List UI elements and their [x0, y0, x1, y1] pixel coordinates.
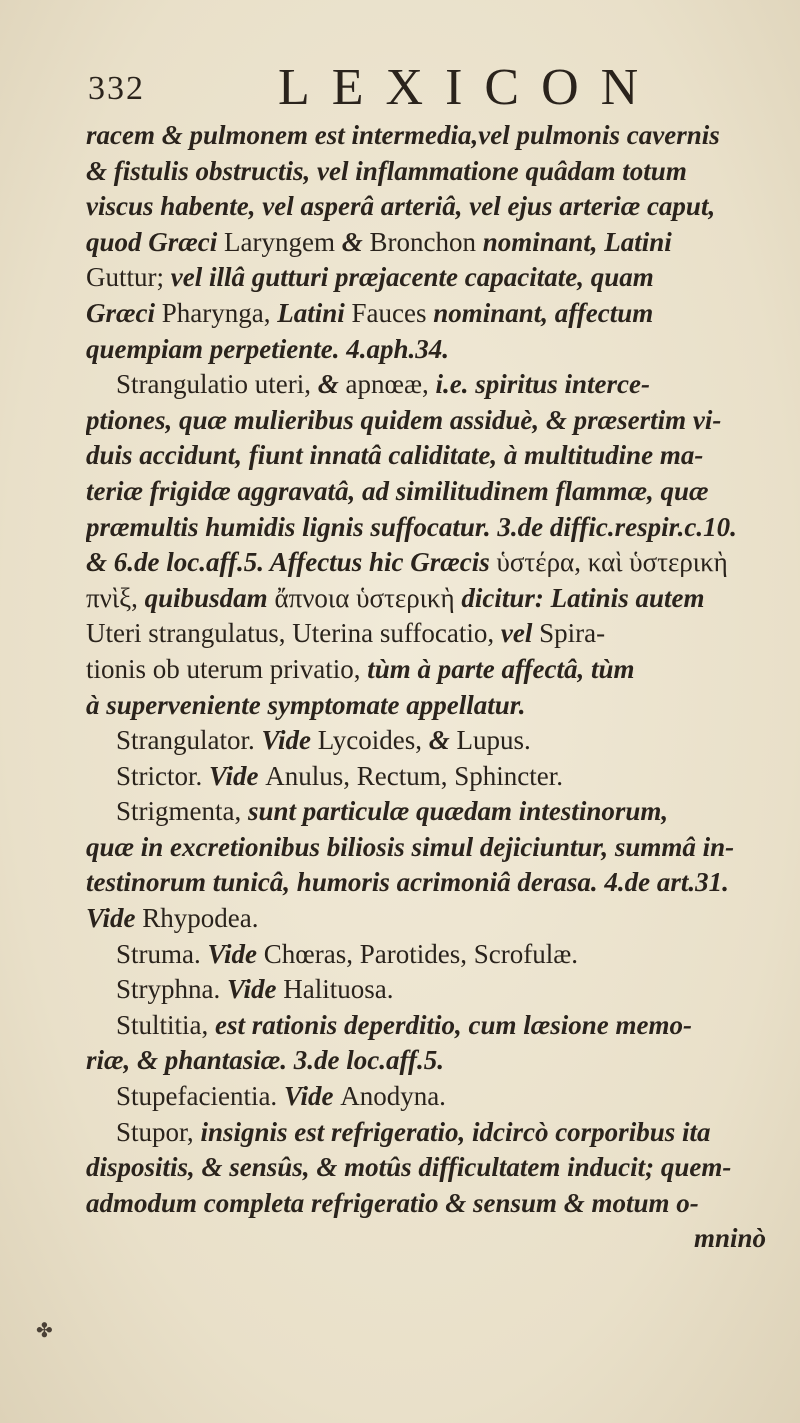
text-segment: dispositis, & sensûs, & motûs difficultatem inducit; quem-: [86, 1152, 732, 1183]
text-line: [86, 616, 766, 652]
text-segment: insignis est refrigeratio, idcircò corporibus ita: [200, 1116, 711, 1147]
text-segment: Guttur;: [86, 262, 171, 293]
text-line: [86, 1008, 766, 1044]
text-line: [86, 118, 766, 154]
text-line: [86, 972, 766, 1008]
text-segment: ἄπνοια ὑστερικὴ: [274, 582, 462, 613]
text-segment: πνὶξ,: [86, 582, 145, 613]
text-line: [86, 189, 766, 225]
text-line: [86, 794, 766, 830]
text-line: [86, 723, 766, 759]
text-line: [86, 510, 766, 546]
text-segment: teriæ frigidæ aggravatâ, ad similitudinem flammæ, quæ: [86, 475, 709, 506]
text-line: [86, 937, 766, 973]
text-segment: Laryngem: [224, 226, 342, 257]
text-segment: est rationis deperditio, cum læsione memo-: [215, 1009, 693, 1040]
text-segment: Strigmenta,: [116, 796, 248, 827]
body-text: [86, 118, 766, 1257]
text-segment: apnœæ,: [345, 369, 436, 400]
text-line: [86, 225, 766, 261]
text-segment: Stultitia,: [116, 1009, 216, 1040]
text-segment: &: [317, 369, 346, 400]
text-segment: Stupor,: [116, 1116, 201, 1147]
page-number: 332: [88, 70, 145, 107]
text-segment: nominant, affectum: [433, 297, 654, 328]
text-segment: Græci: [86, 297, 162, 328]
text-line: [86, 688, 766, 724]
text-line: [86, 1043, 766, 1079]
text-segment: Halituosa.: [283, 974, 394, 1005]
text-segment: Strangulator.: [116, 725, 262, 756]
text-line: [86, 403, 766, 439]
text-line: [86, 545, 766, 581]
text-line: [86, 296, 766, 332]
text-segment: Strictor.: [116, 760, 209, 791]
text-segment: Stryphna.: [116, 974, 227, 1005]
text-segment: sunt particulæ quædam intestinorum,: [247, 796, 669, 827]
text-segment: riæ, & phantasiæ. 3.de loc.aff.5.: [86, 1045, 445, 1076]
text-segment: &: [428, 725, 457, 756]
text-line: [86, 1115, 766, 1151]
page-header: [88, 59, 740, 118]
text-segment: Vide: [261, 725, 318, 756]
text-segment: &: [341, 226, 370, 257]
text-line: [86, 438, 766, 474]
text-segment: & 6.de loc.aff.5. Affectus hic Græcis: [86, 547, 497, 578]
text-segment: dicitur: Latinis autem: [461, 582, 705, 613]
text-line: [86, 260, 766, 296]
text-line: [86, 581, 766, 617]
text-segment: Anulus, Rectum, Sphincter.: [265, 760, 563, 791]
text-segment: à superveniente symptomate appellatur.: [86, 689, 526, 720]
text-segment: quibusdam: [144, 582, 275, 613]
text-segment: vel: [500, 618, 540, 649]
text-segment: i.e. spiritus interce-: [435, 369, 650, 400]
text-segment: Bronchon: [369, 226, 483, 257]
text-segment: duis accidunt, fiunt innatâ caliditate, à multitudine ma-: [86, 440, 704, 471]
text-segment: nominant, Latini: [482, 226, 672, 257]
text-segment: Vide: [227, 974, 284, 1005]
text-segment: Vide: [86, 903, 143, 934]
text-line: [86, 474, 766, 510]
text-segment: quæ in excretionibus biliosis simul dejiciuntur, summâ in-: [86, 831, 735, 862]
text-segment: Vide: [207, 938, 264, 969]
text-segment: ptiones, quæ mulieribus quidem assiduè, & præsertim vi-: [86, 404, 722, 435]
text-segment: Struma.: [116, 938, 208, 969]
running-title: LEXICON: [278, 59, 661, 116]
text-line: [86, 1150, 766, 1186]
text-segment: Uteri strangulatus, Uterina suffocatio,: [86, 618, 501, 649]
text-segment: Lycoides,: [317, 725, 429, 756]
text-segment: testinorum tunicâ, humoris acrimoniâ derasa. 4.de art.31.: [86, 867, 729, 898]
text-segment: Rhypodea.: [142, 903, 259, 934]
text-segment: viscus habente, vel asperâ arteriâ, vel ejus arteriæ caput,: [86, 191, 716, 222]
text-segment: Lupus.: [456, 725, 531, 756]
text-segment: Pharynga,: [161, 297, 278, 328]
text-line: [86, 367, 766, 403]
text-line: [86, 759, 766, 795]
text-segment: vel illâ gutturi præjacente capacitate, quam: [170, 262, 654, 293]
ornament-mark: ✤: [36, 1320, 53, 1342]
text-segment: Vide: [283, 1081, 341, 1112]
text-segment: admodum completa refrigeratio & sensum & motum o-: [86, 1187, 699, 1218]
text-line: [86, 830, 766, 866]
text-segment: tionis ob uterum privatio,: [86, 653, 368, 684]
text-line: [86, 1186, 766, 1222]
text-segment: Stupefacientia.: [116, 1081, 284, 1112]
text-line: [86, 1221, 766, 1257]
text-segment: ὑστέρα, καὶ ὑστερικὴ: [496, 547, 728, 578]
text-segment: præmultis humidis lignis suffocatur. 3.de diffic.respir.c.10.: [86, 511, 737, 542]
text-segment: & fistulis obstructis, vel inflammatione quâdam totum: [86, 155, 687, 186]
text-segment: Anodyna.: [340, 1081, 446, 1112]
text-segment: Latini: [277, 297, 352, 328]
text-line: [86, 865, 766, 901]
text-segment: quempiam perpetiente. 4.aph.34.: [86, 333, 449, 364]
text-segment: Strangulatio uteri,: [116, 369, 318, 400]
text-line: [86, 901, 766, 937]
text-segment: tùm à parte affectâ, tùm: [367, 653, 635, 684]
text-segment: mninò: [693, 1223, 766, 1254]
text-segment: Vide: [209, 760, 266, 791]
text-line: [86, 1079, 766, 1115]
text-segment: quod Græci: [86, 226, 225, 257]
text-segment: Spira-: [539, 618, 606, 649]
text-line: [86, 652, 766, 688]
text-line: [86, 154, 766, 190]
text-segment: Fauces: [351, 297, 434, 328]
text-segment: Chœras, Parotides, Scrofulæ.: [263, 938, 578, 969]
text-segment: racem & pulmonem est intermedia,vel pulmonis cavernis: [86, 120, 720, 150]
text-line: [86, 332, 766, 368]
